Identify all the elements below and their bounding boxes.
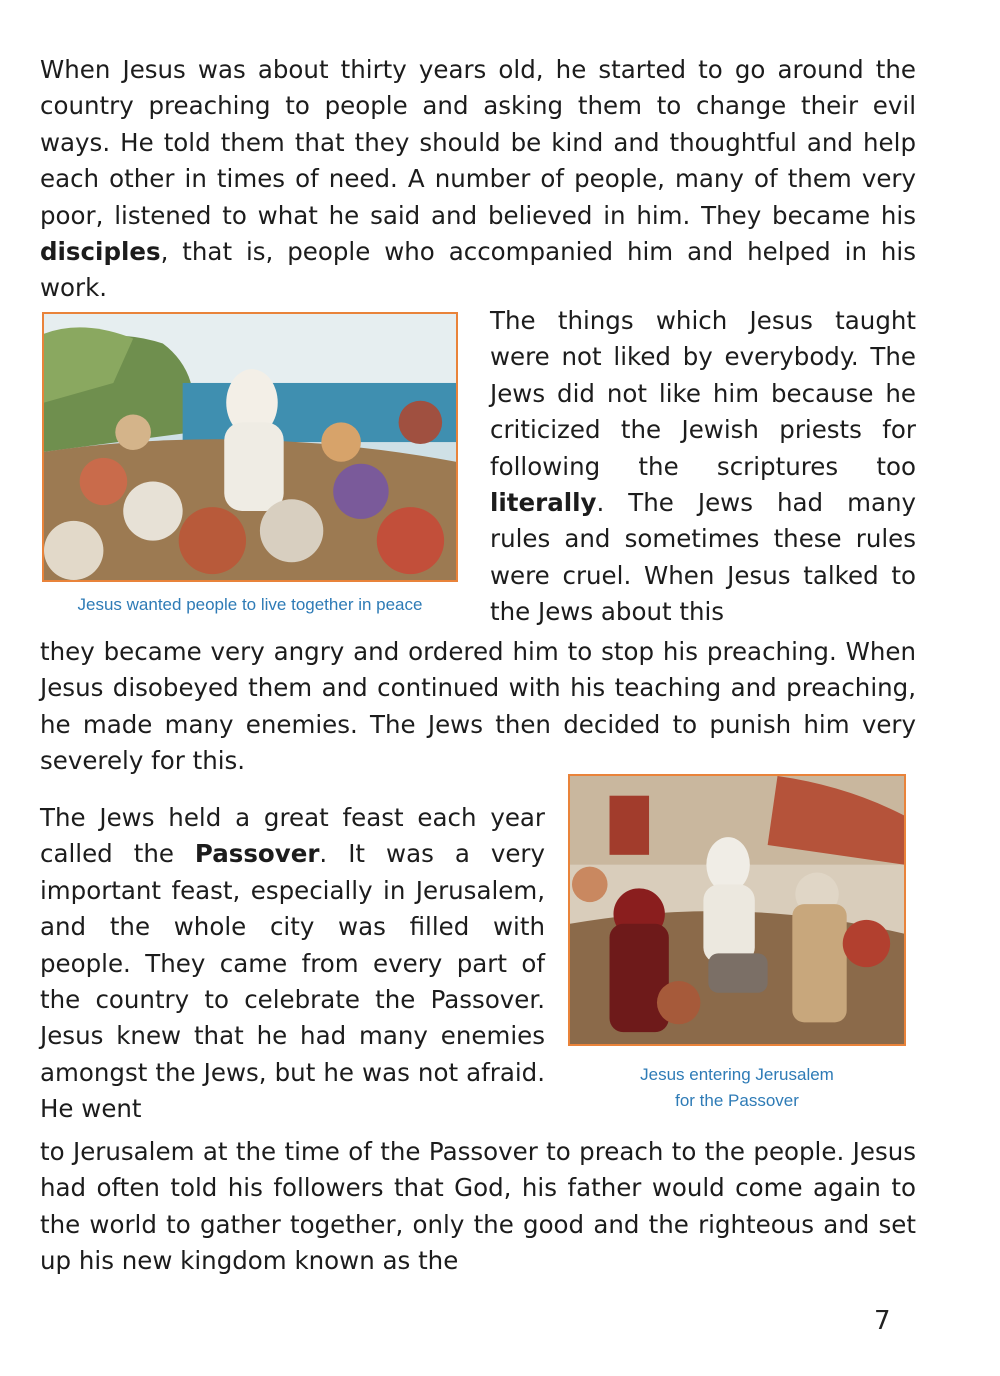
caption-jerusalem-line-1: Jesus entering Jerusalem xyxy=(640,1065,834,1084)
paragraph-3-wrapped xyxy=(40,800,545,1128)
paragraph-2-continued: they became very angry and ordered him to stop his preaching. When Jesus disobeyed them and continued with his teaching and preaching, he made many enemies. The Jews then decided to punish him very severely for this. xyxy=(40,637,916,776)
jerusalem-painting xyxy=(570,776,904,1044)
caption-sermon: Jesus wanted people to live together in peace xyxy=(77,595,423,614)
paragraph-3-text-b: . It was a very important feast, especially in Jerusalem, and the whole city was filled with people. They came from every part of the country to celebrate the Passover. Jesus knew that he had many enemies amongst the Jews, but he was not afraid. He went xyxy=(40,839,545,1124)
caption-jerusalem-entry xyxy=(568,1062,906,1114)
caption-jerusalem-line-2: for the Passover xyxy=(675,1091,799,1110)
term-disciples: disciples xyxy=(40,237,161,267)
paragraph-2-text-b: . The Jews had many rules and sometimes these rules were cruel. When Jesus talked to the Jews about this xyxy=(490,488,916,627)
paragraph-3-continued: to Jerusalem at the time of the Passover to preach to the people. Jesus had often told his followers that God, his father would come again to the world to gather together, only the good and the righteous and set up his new kingdom known as the xyxy=(40,1137,916,1276)
paragraph-3-text-a: The Jews held a great feast each year called the xyxy=(40,803,545,869)
paragraph-2-wrapped xyxy=(490,303,916,631)
paragraph-1 xyxy=(40,52,916,307)
paragraph-1-text-b: , that is, people who accompanied him and helped in his work. xyxy=(40,237,916,303)
paragraph-2-text-a: The things which Jesus taught were not liked by everybody. The Jews did not like him because he criticized the Jewish priests for following the scriptures too xyxy=(490,306,916,481)
illustration-jerusalem-entry xyxy=(568,774,906,1046)
term-literally: literally xyxy=(490,488,597,518)
paragraph-1-text-a: When Jesus was about thirty years old, he started to go around the country preaching to people and asking them to change their evil ways. He told them that they should be kind and thoughtful and help each other in times of need. A number of people, many of them very poor, listened to what he said and believed in him. They became his xyxy=(40,55,916,230)
page-number: 7 xyxy=(874,1306,891,1336)
sermon-painting xyxy=(44,314,456,580)
term-passover: Passover xyxy=(194,839,320,869)
illustration-sermon xyxy=(42,312,458,582)
